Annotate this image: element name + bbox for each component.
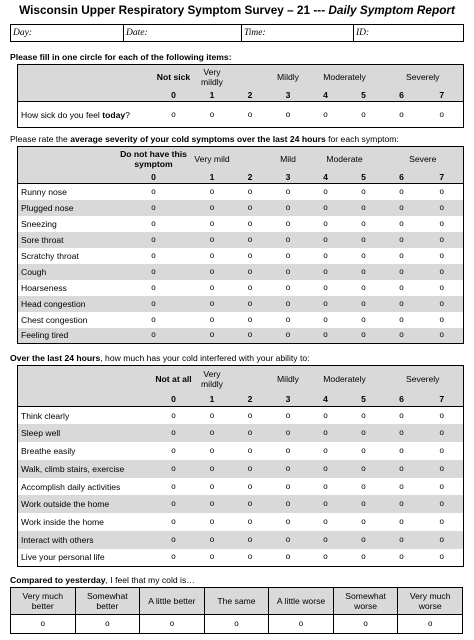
scale-number: 0 — [154, 392, 194, 406]
response-circle[interactable]: o — [421, 264, 464, 280]
response-circle[interactable]: o — [154, 460, 194, 478]
response-circle[interactable]: o — [231, 478, 270, 496]
item-label: Live your personal life — [18, 549, 154, 567]
response-circle[interactable]: o — [194, 531, 231, 549]
response-circle[interactable]: o — [231, 280, 270, 296]
response-circle[interactable]: o — [345, 280, 383, 296]
response-circle[interactable]: o — [307, 248, 345, 264]
scale-label-7: Severely — [383, 366, 464, 393]
response-circle[interactable]: o — [421, 312, 464, 328]
scale-number: 6 — [383, 392, 421, 406]
response-circle[interactable]: o — [194, 102, 231, 128]
section4-instruction-suffix: , I feel that my cold is… — [105, 575, 195, 585]
response-circle[interactable]: o — [154, 495, 194, 513]
scale-label-0: Not sick — [154, 65, 194, 89]
response-circle[interactable]: o — [307, 102, 345, 128]
header-spacer — [18, 65, 154, 89]
number-spacer — [18, 392, 154, 406]
item-row — [18, 184, 464, 200]
header-spacer — [18, 147, 114, 171]
response-circle[interactable]: o — [75, 615, 140, 634]
response-circle[interactable]: o — [383, 513, 421, 531]
response-circle[interactable]: o — [114, 232, 194, 248]
response-circle[interactable]: o — [231, 460, 270, 478]
scale-label-3: Mild — [270, 147, 307, 171]
item-label: Breathe easily — [18, 442, 154, 460]
item-label: Interact with others — [18, 531, 154, 549]
response-circle[interactable]: o — [345, 248, 383, 264]
scale-label-1: Very mild — [194, 147, 231, 171]
response-circle[interactable]: o — [345, 549, 383, 567]
scale-number: 6 — [383, 89, 421, 102]
item-label: Cough — [18, 264, 114, 280]
response-circle[interactable]: o — [194, 200, 231, 216]
item-label: Sore throat — [18, 232, 114, 248]
response-circle[interactable]: o — [194, 184, 231, 200]
response-circle[interactable]: o — [231, 513, 270, 531]
item-row — [18, 424, 464, 442]
item-row — [18, 248, 464, 264]
response-circle[interactable]: o — [345, 460, 383, 478]
response-circle[interactable]: o — [154, 549, 194, 567]
response-circle[interactable]: o — [421, 216, 464, 232]
scale-number: 4 — [307, 89, 345, 102]
scale-label-3: Mildly — [270, 65, 307, 89]
response-circle[interactable]: o — [307, 424, 345, 442]
response-circle[interactable]: o — [114, 264, 194, 280]
response-circle[interactable]: o — [231, 216, 270, 232]
response-circle[interactable]: o — [114, 312, 194, 328]
response-circle[interactable]: o — [270, 200, 307, 216]
response-circle[interactable]: o — [270, 232, 307, 248]
response-circle[interactable]: o — [345, 478, 383, 496]
response-circle[interactable]: o — [383, 531, 421, 549]
response-circle[interactable]: o — [270, 312, 307, 328]
scale-label-5: Moderately — [307, 65, 383, 89]
response-circle[interactable]: o — [270, 531, 307, 549]
scale-number: 5 — [345, 171, 383, 184]
response-circle[interactable]: o — [421, 280, 464, 296]
activity-rows — [18, 407, 464, 567]
response-circle[interactable]: o — [421, 442, 464, 460]
scale-label-0: Not at all — [154, 366, 194, 393]
question-row — [18, 102, 464, 128]
response-circle[interactable]: o — [421, 232, 464, 248]
response-circle[interactable]: o — [421, 549, 464, 567]
scale-number: 4 — [307, 392, 345, 406]
item-row — [18, 495, 464, 513]
response-circle[interactable]: o — [194, 460, 231, 478]
response-circle[interactable]: o — [270, 248, 307, 264]
section2-instruction-suffix: for each symptom: — [325, 134, 399, 144]
section3-instruction — [10, 353, 310, 364]
response-circle[interactable]: o — [231, 200, 270, 216]
response-circle[interactable]: o — [114, 296, 194, 312]
response-circle[interactable]: o — [345, 200, 383, 216]
day-label: Day: — [13, 28, 32, 38]
scale-label-1: Very mildly — [194, 65, 231, 89]
scale-number: 3 — [270, 89, 307, 102]
response-circle[interactable]: o — [421, 407, 464, 425]
response-circle[interactable]: o — [307, 495, 345, 513]
response-circle[interactable]: o — [307, 531, 345, 549]
scale-number: 6 — [383, 171, 421, 184]
scale-number: 0 — [154, 89, 194, 102]
scale-gap — [231, 147, 270, 171]
scale-label-5: Moderately — [307, 366, 383, 393]
response-circle[interactable]: o — [383, 460, 421, 478]
response-circle[interactable]: o — [421, 184, 464, 200]
item-row — [18, 460, 464, 478]
response-circle[interactable]: o — [345, 407, 383, 425]
response-circle[interactable]: o — [307, 460, 345, 478]
response-circle[interactable]: o — [194, 216, 231, 232]
response-circle[interactable]: o — [345, 442, 383, 460]
response-circle[interactable]: o — [194, 280, 231, 296]
response-circle[interactable]: o — [398, 615, 463, 634]
response-circle[interactable]: o — [154, 442, 194, 460]
response-circle[interactable]: o — [307, 264, 345, 280]
response-circle[interactable]: o — [383, 264, 421, 280]
item-row — [18, 296, 464, 312]
response-circle[interactable]: o — [383, 549, 421, 567]
response-circle[interactable]: o — [345, 296, 383, 312]
response-circle[interactable]: o — [345, 328, 383, 344]
response-circle[interactable]: o — [421, 478, 464, 496]
comparison-option: Somewhat worse — [333, 588, 398, 615]
survey-title — [0, 0, 474, 20]
response-circle[interactable]: o — [270, 478, 307, 496]
response-circle[interactable]: o — [231, 407, 270, 425]
section2-instruction — [10, 134, 399, 145]
item-row — [18, 216, 464, 232]
scale-number: 3 — [270, 171, 307, 184]
response-circle[interactable]: o — [421, 200, 464, 216]
response-circle[interactable]: o — [421, 328, 464, 344]
id-label: ID: — [356, 28, 370, 38]
response-circle[interactable]: o — [270, 216, 307, 232]
response-circle[interactable]: o — [421, 460, 464, 478]
response-circle[interactable]: o — [231, 424, 270, 442]
item-row — [18, 549, 464, 567]
time-label: Time: — [244, 28, 266, 38]
title-subtitle: Daily Symptom Report — [325, 3, 455, 17]
response-circle[interactable]: o — [345, 495, 383, 513]
question-label — [18, 102, 154, 128]
response-circle[interactable]: o — [194, 248, 231, 264]
item-label: Feeling tired — [18, 328, 114, 344]
scale-number: 1 — [194, 171, 231, 184]
item-label: Plugged nose — [18, 200, 114, 216]
response-circle[interactable]: o — [307, 200, 345, 216]
section4-instruction-emphasis: Compared to yesterday — [10, 575, 106, 585]
item-label: Head congestion — [18, 296, 114, 312]
identification-fields — [10, 24, 464, 42]
item-row — [18, 264, 464, 280]
question-emphasis: today — [102, 109, 126, 120]
interference-table — [17, 365, 464, 567]
response-circle[interactable]: o — [194, 232, 231, 248]
response-circle[interactable]: o — [345, 232, 383, 248]
item-row — [18, 531, 464, 549]
item-row — [18, 442, 464, 460]
response-circle[interactable]: o — [231, 328, 270, 344]
response-circle[interactable]: o — [194, 312, 231, 328]
response-circle[interactable]: o — [383, 407, 421, 425]
response-circle[interactable]: o — [421, 248, 464, 264]
response-circle[interactable]: o — [383, 248, 421, 264]
scale-label-5: Moderate — [307, 147, 383, 171]
response-circle[interactable]: o — [231, 248, 270, 264]
scale-gap — [231, 366, 270, 393]
scale-number: 5 — [345, 392, 383, 406]
response-circle[interactable]: o — [269, 615, 334, 634]
response-circle[interactable]: o — [154, 531, 194, 549]
response-circle[interactable]: o — [231, 495, 270, 513]
question-mark: ? — [125, 109, 130, 120]
response-circle[interactable]: o — [307, 296, 345, 312]
response-circle[interactable]: o — [231, 264, 270, 280]
scale-label-7: Severe — [383, 147, 464, 171]
response-circle[interactable]: o — [270, 264, 307, 280]
section2-instruction-prefix: Please rate the — [10, 134, 71, 144]
response-circle[interactable]: o — [383, 328, 421, 344]
day-field[interactable] — [11, 25, 124, 42]
response-circle[interactable]: o — [421, 424, 464, 442]
section3-instruction-emphasis: Over the last 24 hours — [10, 353, 101, 363]
response-circle[interactable]: o — [114, 200, 194, 216]
response-circle[interactable]: o — [11, 615, 76, 634]
comparison-option: Very much better — [11, 588, 76, 615]
response-circle[interactable]: o — [154, 478, 194, 496]
response-circle[interactable]: o — [383, 280, 421, 296]
scale-number: 7 — [421, 89, 464, 102]
comparison-option: Somewhat better — [75, 588, 140, 615]
response-circle[interactable]: o — [194, 513, 231, 531]
section2-instruction-emphasis: average severity of your cold symptoms over the last 24 hours — [70, 134, 326, 144]
item-label: Sleep well — [18, 424, 154, 442]
time-field[interactable] — [242, 25, 354, 42]
item-row — [18, 478, 464, 496]
comparison-option: A little worse — [269, 588, 334, 615]
item-label: Sneezing — [18, 216, 114, 232]
header-spacer — [18, 366, 154, 393]
response-circle[interactable]: o — [231, 184, 270, 200]
scale-label-1: Very mildly — [194, 366, 231, 393]
date-label: Date: — [126, 28, 148, 38]
response-circle[interactable]: o — [154, 424, 194, 442]
response-circle[interactable]: o — [231, 296, 270, 312]
response-circle[interactable]: o — [204, 615, 269, 634]
response-circle[interactable]: o — [307, 312, 345, 328]
title-main: Wisconsin Upper Respiratory Symptom Survey – 21 --- — [19, 3, 326, 17]
response-circle[interactable]: o — [194, 264, 231, 280]
response-circle[interactable]: o — [270, 460, 307, 478]
comparison-option: A little better — [140, 588, 205, 615]
response-circle[interactable]: o — [307, 513, 345, 531]
response-circle[interactable]: o — [421, 296, 464, 312]
response-circle[interactable]: o — [307, 232, 345, 248]
response-circle[interactable]: o — [383, 200, 421, 216]
response-circle[interactable]: o — [231, 232, 270, 248]
response-circle[interactable]: o — [307, 442, 345, 460]
response-circle[interactable]: o — [345, 312, 383, 328]
response-circle[interactable]: o — [114, 184, 194, 200]
response-circle[interactable]: o — [307, 407, 345, 425]
item-row — [18, 200, 464, 216]
scale-number: 1 — [194, 89, 231, 102]
response-circle[interactable]: o — [194, 442, 231, 460]
response-circle[interactable]: o — [307, 549, 345, 567]
item-row — [18, 513, 464, 531]
item-label: Scratchy throat — [18, 248, 114, 264]
scale-number: 0 — [114, 171, 194, 184]
response-circle[interactable]: o — [421, 531, 464, 549]
response-circle[interactable]: o — [345, 264, 383, 280]
item-row — [18, 280, 464, 296]
response-circle[interactable]: o — [154, 102, 194, 128]
response-circle[interactable]: o — [231, 102, 270, 128]
scale-label-3: Mildly — [270, 366, 307, 393]
id-field[interactable] — [354, 25, 464, 42]
scale-label-0: Do not have this symptom — [114, 147, 194, 171]
number-spacer — [18, 171, 114, 184]
response-circle[interactable]: o — [307, 478, 345, 496]
item-label: Think clearly — [18, 407, 154, 425]
response-circle[interactable]: o — [231, 531, 270, 549]
date-field[interactable] — [124, 25, 242, 42]
scale-number: 2 — [231, 89, 270, 102]
response-circle[interactable]: o — [194, 549, 231, 567]
comparison-table — [10, 587, 463, 634]
number-spacer — [18, 89, 154, 102]
comparison-option: The same — [204, 588, 269, 615]
response-circle[interactable]: o — [231, 442, 270, 460]
scale-number: 7 — [421, 392, 464, 406]
item-label: Work inside the home — [18, 513, 154, 531]
response-circle[interactable]: o — [345, 513, 383, 531]
response-circle[interactable]: o — [194, 478, 231, 496]
item-label: Walk, climb stairs, exercise — [18, 460, 154, 478]
response-circle[interactable]: o — [383, 478, 421, 496]
response-circle[interactable]: o — [194, 328, 231, 344]
scale-number: 2 — [231, 171, 270, 184]
response-circle[interactable]: o — [194, 296, 231, 312]
item-label: Hoarseness — [18, 280, 114, 296]
response-circle[interactable]: o — [383, 184, 421, 200]
response-circle[interactable]: o — [194, 424, 231, 442]
comparison-circles-row — [11, 615, 463, 634]
scale-number: 5 — [345, 89, 383, 102]
response-circle[interactable]: o — [345, 184, 383, 200]
response-circle[interactable]: o — [270, 328, 307, 344]
item-label: Accomplish daily activities — [18, 478, 154, 496]
response-circle[interactable]: o — [345, 531, 383, 549]
response-circle[interactable]: o — [154, 407, 194, 425]
response-circle[interactable]: o — [114, 280, 194, 296]
comparison-option: Very much worse — [398, 588, 463, 615]
response-circle[interactable]: o — [383, 495, 421, 513]
response-circle[interactable]: o — [383, 216, 421, 232]
section3-instruction-suffix: , how much has your cold interfered with your ability to: — [100, 353, 310, 363]
scale-gap — [231, 65, 270, 89]
response-circle[interactable]: o — [194, 495, 231, 513]
comparison-options-row — [11, 588, 463, 615]
response-circle[interactable]: o — [333, 615, 398, 634]
response-circle[interactable]: o — [421, 102, 464, 128]
overall-sickness-table — [17, 64, 464, 128]
scale-number: 1 — [194, 392, 231, 406]
symptom-severity-table — [17, 146, 464, 344]
item-row — [18, 407, 464, 425]
response-circle[interactable]: o — [270, 549, 307, 567]
response-circle[interactable]: o — [421, 495, 464, 513]
section1-instruction-text: Please fill in one circle for each of the following items: — [10, 52, 232, 62]
item-row — [18, 232, 464, 248]
symptom-rows — [18, 184, 464, 344]
response-circle[interactable]: o — [270, 513, 307, 531]
scale-number: 3 — [270, 392, 307, 406]
response-circle[interactable]: o — [140, 615, 205, 634]
section4-instruction — [10, 575, 195, 586]
response-circle[interactable]: o — [231, 549, 270, 567]
response-circle[interactable]: o — [383, 232, 421, 248]
response-circle[interactable]: o — [270, 442, 307, 460]
item-label: Runny nose — [18, 184, 114, 200]
response-circle[interactable]: o — [307, 216, 345, 232]
response-circle[interactable]: o — [345, 216, 383, 232]
scale-label-7: Severely — [383, 65, 464, 89]
item-label: Work outside the home — [18, 495, 154, 513]
response-circle[interactable]: o — [383, 424, 421, 442]
question-text: How sick do you feel — [21, 109, 103, 120]
response-circle[interactable]: o — [270, 102, 307, 128]
response-circle[interactable]: o — [231, 312, 270, 328]
scale-number: 7 — [421, 171, 464, 184]
section1-instruction — [10, 52, 232, 63]
response-circle[interactable]: o — [270, 407, 307, 425]
response-circle[interactable]: o — [307, 280, 345, 296]
response-circle[interactable]: o — [114, 328, 194, 344]
response-circle[interactable]: o — [114, 216, 194, 232]
response-circle[interactable]: o — [270, 424, 307, 442]
response-circle[interactable]: o — [307, 328, 345, 344]
response-circle[interactable]: o — [270, 280, 307, 296]
response-circle[interactable]: o — [345, 102, 383, 128]
response-circle[interactable]: o — [383, 312, 421, 328]
response-circle[interactable]: o — [383, 296, 421, 312]
scale-number: 4 — [307, 171, 345, 184]
response-circle[interactable]: o — [307, 184, 345, 200]
scale-number: 2 — [231, 392, 270, 406]
response-circle[interactable]: o — [270, 184, 307, 200]
item-row — [18, 328, 464, 344]
response-circle[interactable]: o — [270, 296, 307, 312]
response-circle[interactable]: o — [114, 248, 194, 264]
response-circle[interactable]: o — [270, 495, 307, 513]
response-circle[interactable]: o — [194, 407, 231, 425]
item-label: Chest congestion — [18, 312, 114, 328]
response-circle[interactable]: o — [383, 442, 421, 460]
item-row — [18, 312, 464, 328]
response-circle[interactable]: o — [154, 513, 194, 531]
response-circle[interactable]: o — [421, 513, 464, 531]
response-circle[interactable]: o — [345, 424, 383, 442]
response-circle[interactable]: o — [383, 102, 421, 128]
